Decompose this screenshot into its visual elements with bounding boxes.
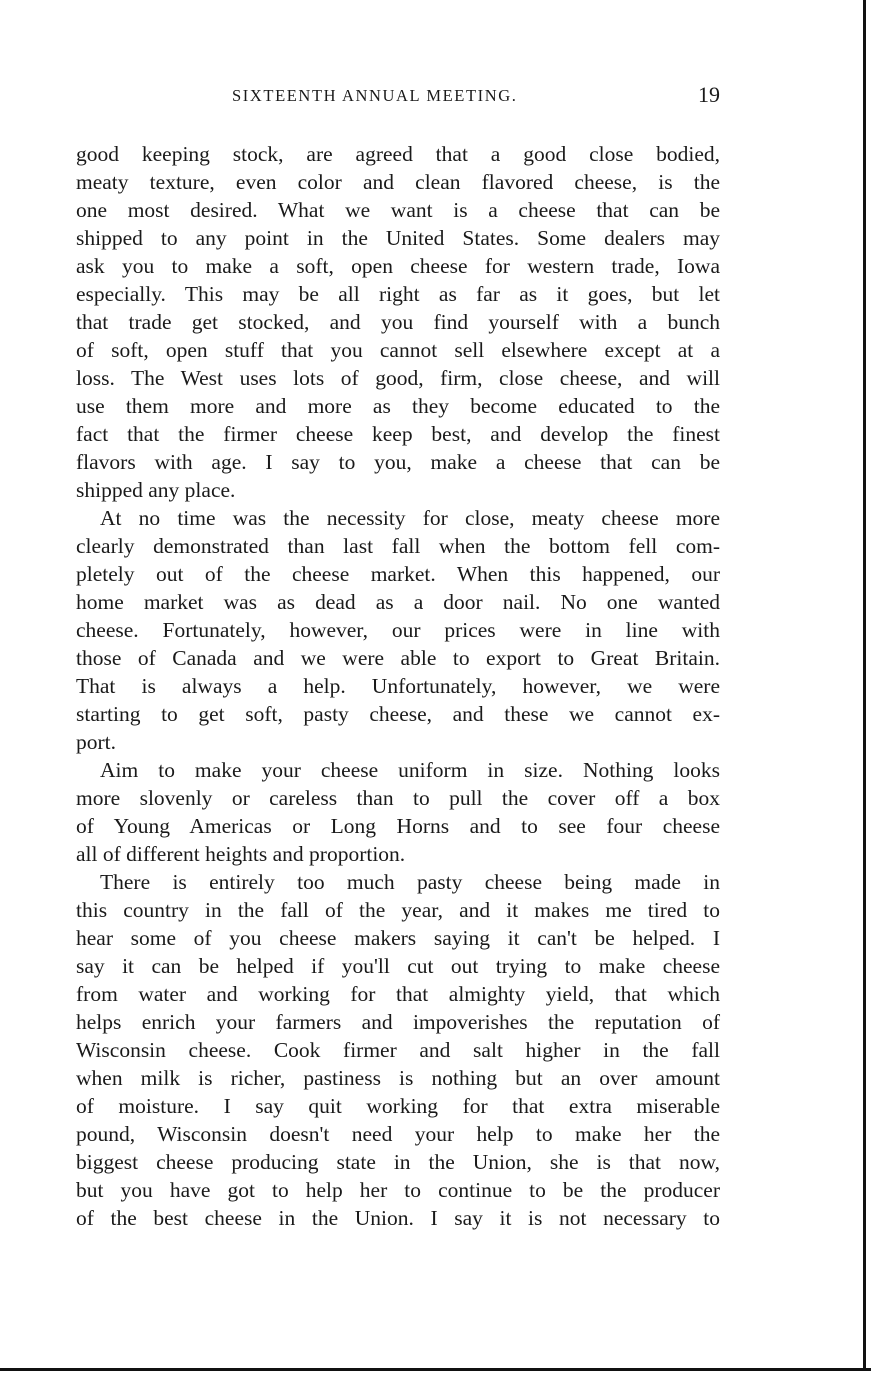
page-number: 19 (698, 82, 720, 107)
text-line: biggest cheese producing state in the Union, she is that now, (76, 1150, 720, 1174)
text-line: pound, Wisconsin doesn't need your help to make her the (76, 1122, 720, 1146)
running-title: SIXTEENTH ANNUAL MEETING. (232, 86, 518, 105)
text-line: one most desired. What we want is a cheese that can be (76, 198, 720, 222)
text-line: clearly demonstrated than last fall when the bottom fell com- (76, 534, 720, 558)
text-line: of Young Americas or Long Horns and to see four cheese (76, 814, 720, 838)
text-line: say it can be helped if you'll cut out trying to make cheese (76, 954, 720, 978)
text-line: hear some of you cheese makers saying it can't be helped. I (76, 926, 720, 950)
text-line: of the best cheese in the Union. I say it is not necessary to (76, 1206, 720, 1230)
text-line: more slovenly or careless than to pull the cover off a box (76, 786, 720, 810)
page-edge-right (863, 0, 866, 1368)
text-line: but you have got to help her to continue to be the producer (76, 1178, 720, 1202)
text-line: helps enrich your farmers and impoverishes the reputation of (76, 1010, 720, 1034)
text-line: that trade get stocked, and you find yourself with a bunch (76, 310, 720, 334)
text-line: loss. The West uses lots of good, firm, close cheese, and will (76, 366, 720, 390)
text-line: good keeping stock, are agreed that a good close bodied, (76, 142, 720, 166)
text-line: especially. This may be all right as far as it goes, but let (76, 282, 720, 306)
paragraph-2 (76, 504, 720, 756)
text-line: home market was as dead as a door nail. No one wanted (76, 590, 720, 614)
text-line: pletely out of the cheese market. When this happened, our (76, 562, 720, 586)
text-line: shipped to any point in the United States. Some dealers may (76, 226, 720, 250)
text-line: fact that the firmer cheese keep best, and develop the finest (76, 422, 720, 446)
text-line: There is entirely too much pasty cheese being made in (100, 870, 720, 894)
text-line: of soft, open stuff that you cannot sell elsewhere except at a (76, 338, 720, 362)
text-line: ask you to make a soft, open cheese for western trade, Iowa (76, 254, 720, 278)
text-line: this country in the fall of the year, and it makes me tired to (76, 898, 720, 922)
text-line: of moisture. I say quit working for that extra miserable (76, 1094, 720, 1118)
page-edge-bottom (0, 1368, 871, 1371)
text-line: Aim to make your cheese uniform in size. Nothing looks (100, 758, 720, 782)
text-line: all of different heights and proportion. (76, 842, 406, 866)
text-line: meaty texture, even color and clean flavored cheese, is the (76, 170, 720, 194)
text-line: At no time was the necessity for close, meaty cheese more (100, 506, 720, 530)
text-line: shipped any place. (76, 478, 236, 502)
text-line: cheese. Fortunately, however, our prices were in line with (76, 618, 720, 642)
text-line: when milk is richer, pastiness is nothing but an over amount (76, 1066, 720, 1090)
text-line: those of Canada and we were able to export to Great Britain. (76, 646, 720, 670)
text-line: use them more and more as they become educated to the (76, 394, 720, 418)
paragraph-4 (76, 868, 720, 1232)
body-text (76, 140, 720, 1232)
text-line: port. (76, 730, 117, 754)
text-line: flavors with age. I say to you, make a cheese that can be (76, 450, 720, 474)
text-line: That is always a help. Unfortunately, however, we were (76, 674, 720, 698)
paragraph-3 (76, 756, 720, 868)
text-line: Wisconsin cheese. Cook firmer and salt higher in the fall (76, 1038, 720, 1062)
paragraph-1 (76, 140, 720, 504)
running-header (76, 84, 720, 114)
text-line: starting to get soft, pasty cheese, and these we cannot ex- (76, 702, 720, 726)
text-line: from water and working for that almighty yield, that which (76, 982, 720, 1006)
